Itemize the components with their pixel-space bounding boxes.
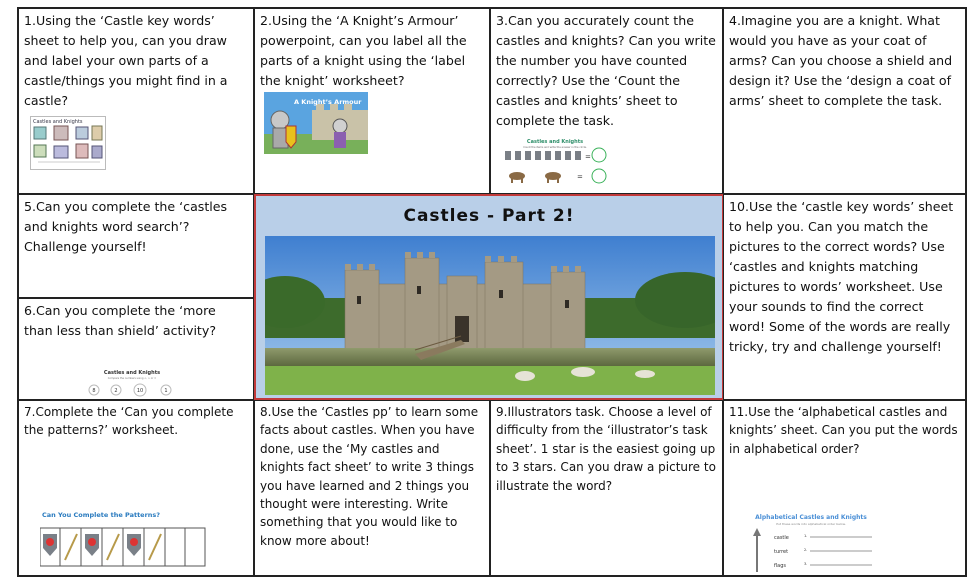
knights-armour-title: A Knight’s Armour: [294, 98, 362, 106]
alpha-instruction: Put these words into alphabetical order below.: [776, 522, 846, 526]
alpha-line-number: 3.: [804, 562, 808, 566]
task-text-1: 1.Using the ‘Castle key words’ sheet to help you, can you draw and label your own parts of a castle/things you might find in a castle?: [24, 13, 228, 108]
alpha-line-number: 1.: [804, 534, 808, 538]
more-less-shield-thumbnail: [82, 368, 182, 398]
count-equals-1: =: [585, 153, 591, 161]
task-text-8: 8.Use the ‘Castles pp’ to learn some facts about castles. When you have done, use the ‘My castles and knights fact sheet’ to write 3 things you have learned and 2 things you thought were interesting. Write something that you would like to know more about!: [260, 405, 479, 548]
more-less-number: 1: [164, 388, 168, 394]
task-cell-9: [490, 400, 723, 576]
featured-panel: [254, 194, 724, 400]
alphabetical-thumbnail: [744, 510, 878, 574]
alpha-word: flags: [774, 563, 786, 569]
activity-grid: [17, 7, 967, 577]
page-title: Castles - Part 2!: [403, 206, 575, 226]
more-less-number: 10: [136, 388, 144, 394]
count-thumb-title: Castles and Knights: [526, 139, 584, 145]
count-equals-2: =: [577, 173, 583, 181]
alpha-word: castle: [774, 535, 789, 541]
count-castles-thumbnail: [501, 138, 609, 186]
patterns-thumbnail: [40, 508, 208, 574]
task-text-2: 2.Using the ‘A Knight’s Armour’ powerpoint, can you label all the parts of a knight using the ‘label the knight’ worksheet?: [260, 13, 467, 88]
castle-photo: [265, 236, 715, 395]
task-text-5: 5.Can you complete the ‘castles and knights word search’? Challenge yourself!: [24, 199, 228, 254]
task-text-11: 11.Use the ‘alphabetical castles and knights’ sheet. Can you put the words in alphabetical order?: [729, 405, 958, 456]
more-less-instruction: Compare the numbers using <, > or =: [107, 377, 157, 380]
count-thumb-instruction: Count the items and write the answer in the circle.: [523, 146, 587, 149]
more-less-number: 2: [114, 388, 118, 394]
alpha-line-number: 2.: [804, 548, 808, 552]
knights-armour-thumbnail: [264, 92, 368, 154]
task-text-9: 9.Illustrators task. Choose a level of difficulty from the ‘illustrator’s task sheet’. 1 star is the easiest going up to 3 stars. Can you draw a picture to illustrate the word?: [496, 405, 716, 493]
more-less-title: Castles and Knights: [103, 370, 161, 376]
task-text-10: 10.Use the ‘castle key words’ sheet to help you. Can you match the pictures to the correct words? Use ‘castles and knights matching pictures to words’ worksheet. Use your sounds to find the correct word! Some of the words are really tricky, try and challenge yourself!: [729, 199, 954, 354]
task-cell-5: [18, 194, 254, 298]
alpha-word: turret: [774, 549, 789, 555]
patterns-title: Can You Complete the Patterns?: [42, 511, 161, 519]
task-text-7: 7.Complete the ‘Can you complete the patterns?’ worksheet.: [24, 405, 234, 438]
alpha-title: Alphabetical Castles and Knights: [755, 514, 867, 521]
task-cell-10: [723, 194, 966, 400]
task-text-4: 4.Imagine you are a knight. What would you have as your coat of arms? Can you choose a shield and design it? Use the ‘design a coat of arms’ sheet to complete the task.: [729, 13, 953, 108]
task-cell-8: [254, 400, 490, 576]
task-text-6: 6.Can you complete the ‘more than less than shield’ activity?: [24, 303, 217, 338]
more-less-number: 8: [92, 388, 96, 394]
castle-key-words-thumbnail: [30, 116, 106, 170]
task-text-3: 3.Can you accurately count the castles and knights? Can you write the number you have counted correctly? Use the ‘Count the castles and knights’ sheet to complete the task.: [496, 13, 716, 128]
castles-knights-thumb-title: Castles and Knights: [33, 119, 83, 125]
task-cell-4: [723, 8, 966, 194]
